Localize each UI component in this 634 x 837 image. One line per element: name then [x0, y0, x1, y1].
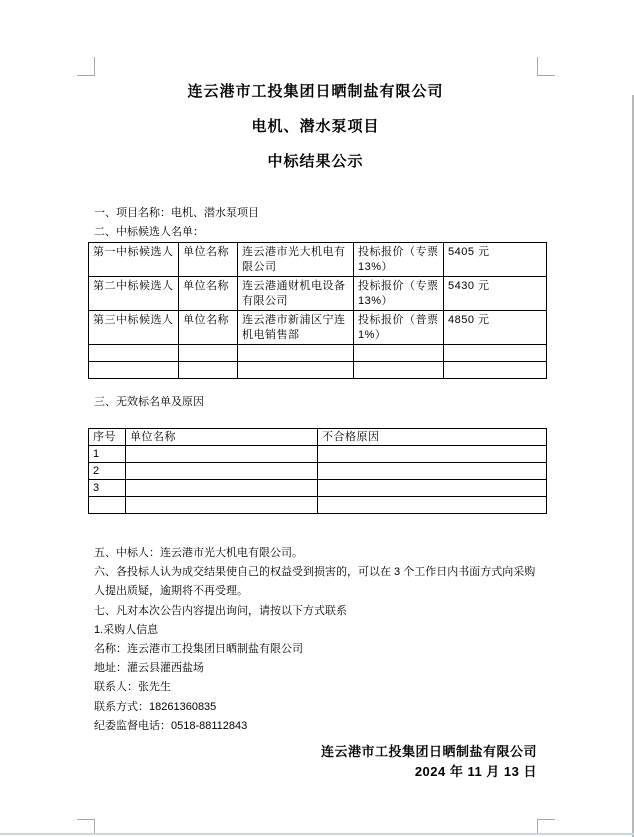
section-6-objection-notice: 六、各投标人认为成交结果使自己的权益受到损害的，可以在 3 个工作日内书面方式向采购人提出质疑，逾期将不再受理。	[94, 566, 536, 598]
table-row	[89, 345, 547, 362]
table-cell: 5405 元	[444, 243, 547, 277]
table-row	[89, 243, 547, 277]
purchaser-info-heading: 1.采购人信息	[94, 623, 159, 636]
section-7-contact-notice: 七、凡对本次公告内容提出询问，请按以下方式联系	[94, 604, 347, 617]
table-cell	[126, 463, 318, 480]
table-cell	[318, 497, 547, 514]
text-boundary-mark-bottom-left	[77, 819, 95, 833]
table-row	[89, 463, 547, 480]
table-cell: 5430 元	[444, 277, 547, 311]
signature-company: 连云港市工投集团日晒制盐有限公司	[320, 744, 537, 759]
table-cell	[179, 362, 238, 379]
text-boundary-mark-bottom-right	[537, 819, 555, 833]
title-line-announcement: 中标结果公示	[267, 153, 364, 170]
section-result-and-contact	[94, 544, 537, 736]
table-cell	[126, 446, 318, 463]
section-invalid-bids	[94, 393, 537, 412]
text-boundary-mark-top-left	[77, 57, 95, 76]
table-cell	[444, 362, 547, 379]
table-cell	[89, 497, 126, 514]
table-row	[89, 497, 547, 514]
table-cell	[179, 345, 238, 362]
table-row	[89, 429, 547, 446]
section-project-and-candidates	[94, 204, 537, 242]
table-cell	[354, 345, 444, 362]
section-5-winner: 五、中标人：连云港市光大机电有限公司。	[94, 547, 303, 559]
table-cell: 4850 元	[444, 311, 547, 345]
table-cell: 连云港通财机电设备有限公司	[238, 277, 354, 311]
title-line-company: 连云港市工投集团日晒制盐有限公司	[187, 83, 444, 100]
table-cell: 第一中标候选人	[89, 243, 179, 277]
section-2-candidate-list-label: 二、中标候选人名单：	[94, 226, 204, 239]
table-cell: 不合格原因	[318, 429, 547, 446]
invalid-bids-table-body	[89, 429, 547, 514]
signature-block	[94, 742, 537, 782]
table-cell	[89, 345, 179, 362]
purchaser-address: 地址：灌云县灌西盐场	[94, 662, 204, 675]
invalid-bids-table	[88, 428, 547, 514]
table-row	[89, 311, 547, 345]
table-cell: 连云港市新浦区宁连机电销售部	[238, 311, 354, 345]
table-cell	[89, 362, 179, 379]
purchaser-phone: 联系方式：18261360835	[94, 700, 217, 713]
table-cell	[238, 345, 354, 362]
table-cell: 单位名称	[179, 243, 238, 277]
table-cell: 单位名称	[179, 277, 238, 311]
table-cell: 序号	[89, 429, 126, 446]
table-cell	[126, 497, 318, 514]
table-cell: 投标报价（专票13%）	[354, 243, 444, 277]
table-cell: 第三中标候选人	[89, 311, 179, 345]
title-line-project: 电机、潜水泵项目	[251, 118, 380, 135]
table-row	[89, 362, 547, 379]
text-boundary-mark-top-right	[537, 57, 555, 76]
table-cell: 投标报价（专票13%）	[354, 277, 444, 311]
table-cell	[126, 480, 318, 497]
window-bottom-edge	[0, 833, 634, 835]
table-row	[89, 277, 547, 311]
signature-date: 2024 年 11 月 13 日	[414, 764, 537, 779]
supervision-phone: 纪委监督电话：0518-88112843	[94, 719, 248, 732]
table-cell	[318, 480, 547, 497]
table-cell: 单位名称	[179, 311, 238, 345]
table-cell: 单位名称	[126, 429, 318, 446]
purchaser-name: 名称：连云港市工投集团日晒制盐有限公司	[94, 643, 303, 656]
table-cell	[318, 463, 547, 480]
section-1-project-name: 一、项目名称：电机、潜水泵项目	[94, 207, 259, 219]
table-row	[89, 480, 547, 497]
document-title	[94, 84, 537, 189]
table-cell: 3	[89, 480, 126, 497]
table-cell	[318, 446, 547, 463]
purchaser-contact-person: 联系人：张先生	[94, 681, 171, 694]
table-cell: 连云港市光大机电有限公司	[238, 243, 354, 277]
table-cell	[444, 345, 547, 362]
table-cell	[238, 362, 354, 379]
table-cell: 第二中标候选人	[89, 277, 179, 311]
table-row	[89, 446, 547, 463]
table-cell: 投标报价（普票1%）	[354, 311, 444, 345]
section-3-invalid-bids-label: 三、无效标名单及原因	[94, 396, 204, 408]
table-cell	[354, 362, 444, 379]
table-cell: 1	[89, 446, 126, 463]
candidates-table	[88, 242, 547, 379]
table-cell: 2	[89, 463, 126, 480]
candidates-table-body	[89, 243, 547, 379]
